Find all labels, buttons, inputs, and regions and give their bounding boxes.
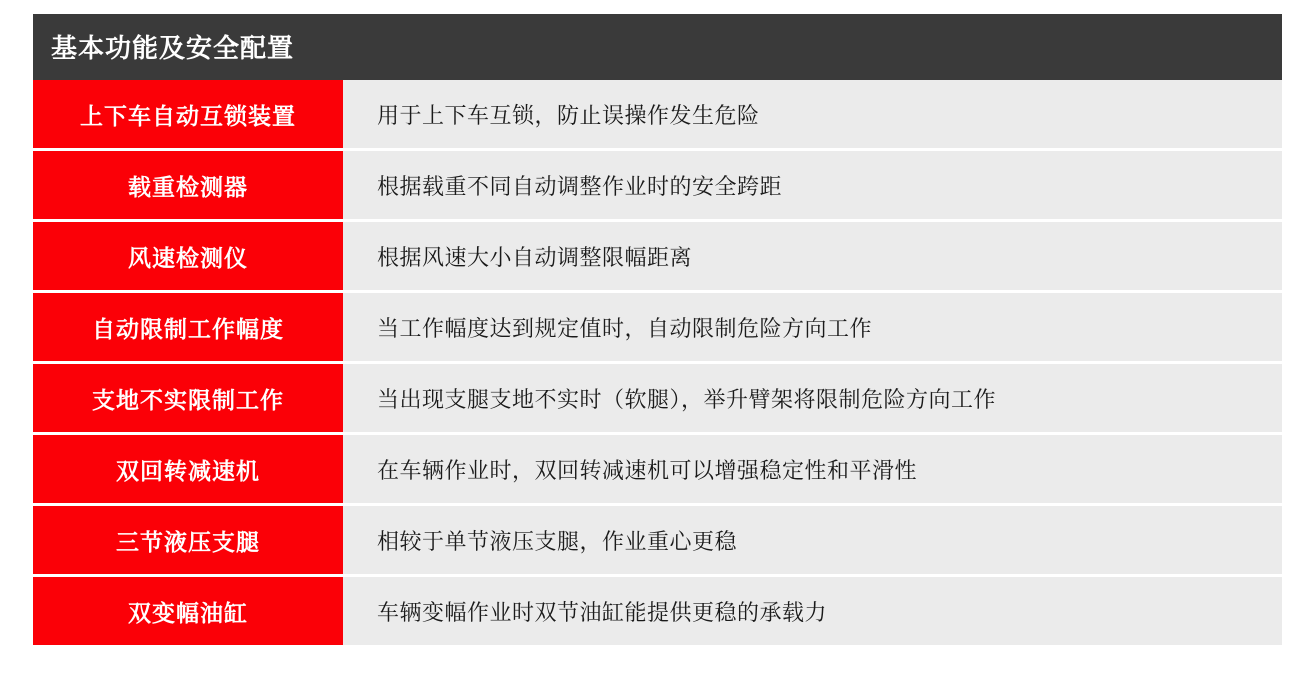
table-body	[33, 14, 1282, 645]
table-title: 基本功能及安全配置	[33, 14, 1282, 80]
table-row	[33, 80, 1282, 150]
feature-description: 当出现支腿支地不实时（软腿），举升臂架将限制危险方向工作	[343, 363, 1282, 434]
table-row	[33, 150, 1282, 221]
table-row	[33, 363, 1282, 434]
feature-description: 用于上下车互锁，防止误操作发生危险	[343, 80, 1282, 150]
feature-description: 当工作幅度达到规定值时，自动限制危险方向工作	[343, 292, 1282, 363]
feature-label: 载重检测器	[33, 150, 343, 221]
feature-label: 风速检测仪	[33, 221, 343, 292]
table-row	[33, 576, 1282, 646]
feature-description: 根据载重不同自动调整作业时的安全跨距	[343, 150, 1282, 221]
feature-label: 三节液压支腿	[33, 505, 343, 576]
bottom-spacer	[33, 645, 1282, 659]
feature-description: 相较于单节液压支腿，作业重心更稳	[343, 505, 1282, 576]
feature-label: 支地不实限制工作	[33, 363, 343, 434]
feature-description: 车辆变幅作业时双节油缸能提供更稳的承载力	[343, 576, 1282, 646]
table-row	[33, 292, 1282, 363]
table-header-row	[33, 14, 1282, 80]
table-row	[33, 434, 1282, 505]
feature-label: 上下车自动互锁装置	[33, 80, 343, 150]
table-row	[33, 221, 1282, 292]
basic-function-safety-table	[33, 14, 1282, 645]
feature-description: 根据风速大小自动调整限幅距离	[343, 221, 1282, 292]
feature-label: 自动限制工作幅度	[33, 292, 343, 363]
table-row	[33, 505, 1282, 576]
feature-label: 双变幅油缸	[33, 576, 343, 646]
feature-label: 双回转减速机	[33, 434, 343, 505]
feature-description: 在车辆作业时，双回转减速机可以增强稳定性和平滑性	[343, 434, 1282, 505]
